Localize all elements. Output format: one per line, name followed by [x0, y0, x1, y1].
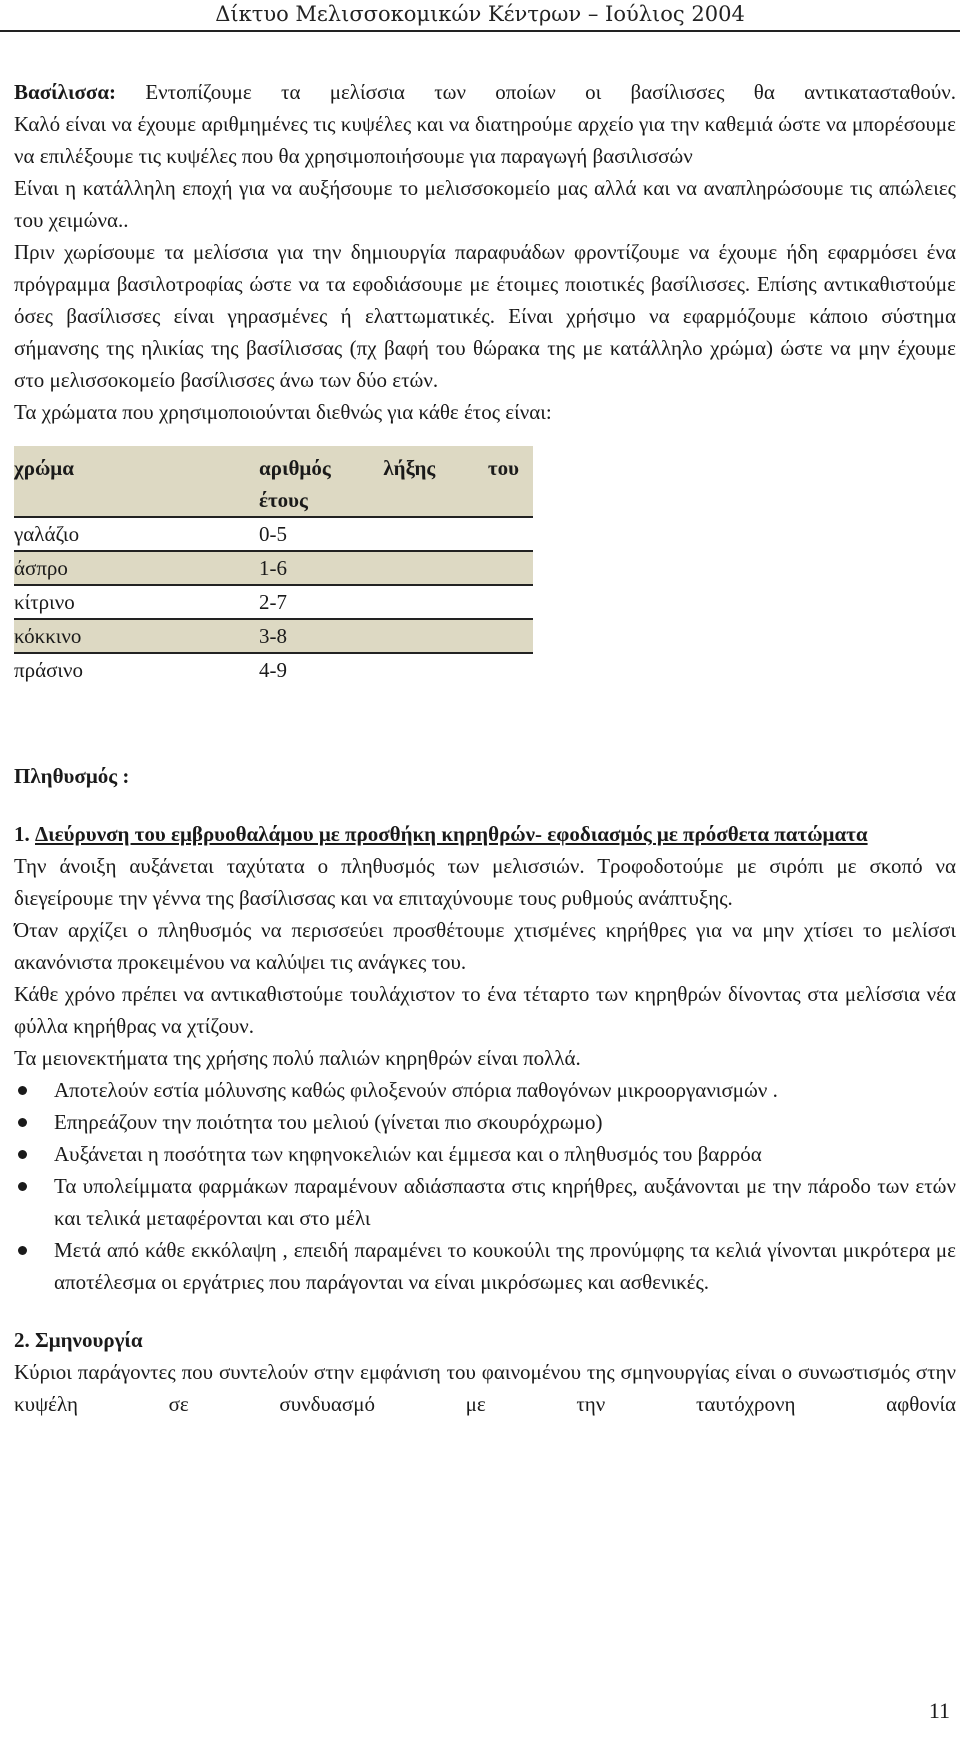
queen-paragraph-4: Τα χρώματα που χρησιμοποιούνται διεθνώς για κάθε έτος είναι:: [14, 400, 552, 424]
section-2-title: [14, 1324, 956, 1356]
page-header: Δίκτυο Μελισσοκομικών Κέντρων – Ιούλιος 2004: [215, 2, 745, 26]
queen-color-table: [14, 446, 533, 686]
table-row: [14, 653, 533, 686]
table-cell-years: 3-8: [259, 619, 533, 653]
table-header-year-line1: αριθμός λήξης του: [259, 456, 519, 480]
table-cell-color: άσπρο: [14, 551, 259, 585]
spacer: [14, 686, 956, 760]
section-2-paragraph-1: Κύριοι παράγοντες που συντελούν στην εμφάνιση του φαινομένου της σμηνουργίας είναι ο συνωστισμός στην κυψέλη σε συνδυασμό με την ταυτόχρονη αφθονία: [14, 1360, 956, 1416]
spacer: [14, 792, 956, 818]
queen-label: Βασίλισσα:: [14, 80, 117, 104]
section-1-title: [14, 818, 956, 850]
list-item: Μετά από κάθε εκκόλαψη , επειδή παραμένει το κουκούλι της προνύμφης τα κελιά γίνονται μικρότερα με αποτέλεσμα οι εργάτριες που παράγονται να είναι μικρόσωμες και ασθενικές.: [14, 1234, 956, 1298]
section-1-paragraph-4: Τα μειονεκτήματα της χρήσης πολύ παλιών κηρηθρών είναι πολλά.: [14, 1046, 581, 1070]
list-item: Αυξάνεται η ποσότητα των κηφηνοκελιών και έμμεσα και ο πληθυσμός του βαρρόα: [14, 1138, 956, 1170]
table-cell-color: πράσινο: [14, 658, 84, 682]
page-content: [14, 76, 956, 1420]
section-1-number: 1.: [14, 822, 30, 846]
table-header-year-line2: έτους: [259, 488, 308, 512]
section-1-paragraph-3: Κάθε χρόνο πρέπει να αντικαθιστούμε τουλάχιστον το ένα τέταρτο των κηρηθρών δίνοντας στα μελίσσια νέα φύλλα κηρήθρας να χτίζουν.: [14, 982, 956, 1038]
page-number: 11: [928, 1698, 950, 1723]
table-row: [14, 585, 533, 619]
section-1-paragraph-1: Την άνοιξη αυξάνεται ταχύτατα ο πληθυσμός των μελισσιών. Τροφοδοτούμε με σιρόπι με σκοπό να διεγείρουμε την γέννα της βασίλισσας και να επιταχύνουμε τους ρυθμούς ανάπτυξης.: [14, 854, 956, 910]
queen-intro: [14, 76, 956, 108]
table-cell-color: κόκκινο: [14, 619, 259, 653]
table-header-row: [14, 446, 533, 517]
queen-intro-text: Εντοπίζουμε τα μελίσσια των οποίων οι βασίλισσες θα αντικατασταθούν.: [145, 80, 956, 104]
queen-paragraph-1: Καλό είναι να έχουμε αριθμημένες τις κυψέλες και να διατηρούμε αρχείο για την καθεμιά ώστε να μπορέσουμε να επιλέξουμε τις κυψέλες που θα χρησιμοποιήσουμε για παραγωγή βασιλισσών: [14, 112, 956, 168]
table-cell-color: κίτρινο: [14, 585, 259, 619]
header-divider: [0, 30, 960, 32]
table-cell-years: 2-7: [259, 585, 533, 619]
table-row: [14, 551, 533, 585]
table-cell-years: 4-9: [259, 658, 287, 682]
table-cell-color: γαλάζιο: [14, 517, 259, 551]
table-cell-years: 1-6: [259, 551, 533, 585]
table-header-year: [259, 446, 533, 517]
spacer: [14, 1298, 956, 1324]
queen-paragraph-3: Πριν χωρίσουμε τα μελίσσια για την δημιουργία παραφυάδων φροντίζουμε να έχουμε ήδη εφαρμόσει ένα πρόγραμμα βασιλοτροφίας ώστε να τα εφοδιάσουμε με έτοιμες ποιοτικές βασίλισσες. Επίσης αντικαθιστούμε όσες βασίλισσες είναι γηρασμένες ή ελαττωματικές. Είναι χρήσιμο να εφαρμόζουμε κάποιο σύστημα σήμανσης της ηλικίας της βασίλισσας (πχ βαφή του θώρακα της με κατάλληλο χρώμα) ώστε να μην έχουμε στο μελισσοκομείο βασίλισσες άνω των δύο ετών.: [14, 240, 956, 392]
section-1-title-text: Διεύρυνση του εμβρυοθαλάμου με προσθήκη κηρηθρών- εφοδιασμός με πρόσθετα πατώματα: [35, 822, 868, 846]
list-item: Αποτελούν εστία μόλυνσης καθώς φιλοξενούν σπόρια παθογόνων μικροοργανισμών .: [14, 1074, 956, 1106]
list-item: Επηρεάζουν την ποιότητα του μελιού (γίνεται πιο σκουρόχρωμο): [14, 1106, 956, 1138]
table-row: [14, 517, 533, 551]
section-2-title-text: 2. Σμηνουργία: [14, 1328, 143, 1352]
population-heading: [14, 760, 956, 792]
table-row: [14, 619, 533, 653]
queen-paragraph-2: Είναι η κατάλληλη εποχή για να αυξήσουμε το μελισσοκομείο μας αλλά και να αναπληρώσουμε τις απώλειες του χειμώνα..: [14, 176, 956, 232]
table-header-color: χρώμα: [14, 446, 259, 517]
list-item: Τα υπολείμματα φαρμάκων παραμένουν αδιάσπαστα στις κηρήθρες, αυξάνονται με την πάροδο των ετών και τελικά μεταφέρονται και στο μέλι: [14, 1170, 956, 1234]
table-cell-years: 0-5: [259, 517, 533, 551]
population-heading-text: Πληθυσμός :: [14, 764, 130, 788]
section-1-paragraph-2: Όταν αρχίζει ο πληθυσμός να περισσεύει προσθέτουμε χτισμένες κηρήθρες για να μην χτίσει το μελίσσι ακανόνιστα προκειμένου να καλύψει τις ανάγκες του.: [14, 918, 956, 974]
drawbacks-list: [14, 1074, 956, 1298]
